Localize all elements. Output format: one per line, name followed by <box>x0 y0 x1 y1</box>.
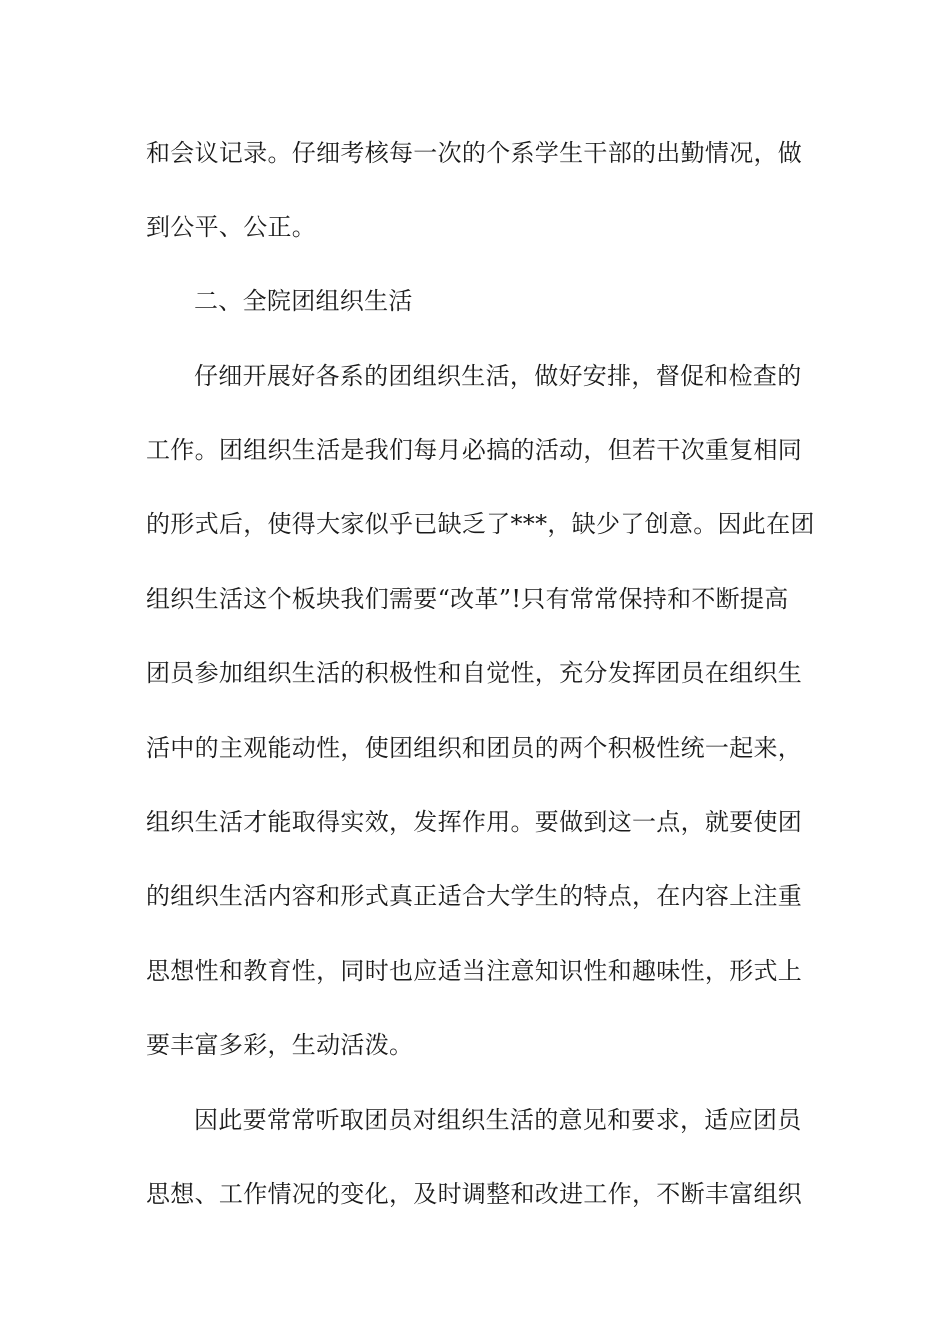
paragraph-line: 因此要常常听取团员对组织生活的意见和要求，适应团员 <box>194 1106 802 1134</box>
paragraph-line: 要丰富多彩，生动活泼。 <box>146 1031 414 1059</box>
paragraph-line: 工作。团组织生活是我们每月必搞的活动，但若干次重复相同 <box>146 436 803 464</box>
paragraph-line: 活中的主观能动性，使团组织和团员的两个积极性统一起来， <box>146 734 803 762</box>
paragraph-line: 的形式后，使得大家似乎已缺乏了***，缺少了创意。因此在团 <box>146 510 815 538</box>
paragraph-line: 组织生活这个板块我们需要“改革”!只有常常保持和不断提高 <box>146 585 789 613</box>
paragraph-line: 的组织生活内容和形式真正适合大学生的特点，在内容上注重 <box>146 882 803 910</box>
paragraph-line: 和会议记录。仔细考核每一次的个系学生干部的出勤情况，做 <box>146 139 803 167</box>
paragraph-line: 思想性和教育性，同时也应适当注意知识性和趣味性，形式上 <box>146 957 803 985</box>
section-heading: 二、全院团组织生活 <box>194 287 413 315</box>
paragraph-line: 到公平、公正。 <box>146 213 317 241</box>
paragraph-line: 团员参加组织生活的积极性和自觉性，充分发挥团员在组织生 <box>146 659 803 687</box>
paragraph-line: 组织生活才能取得实效，发挥作用。要做到这一点，就要使团 <box>146 808 803 836</box>
paragraph-line: 仔细开展好各系的团组织生活，做好安排，督促和检查的 <box>194 362 802 390</box>
paragraph-line: 思想、工作情况的变化，及时调整和改进工作，不断丰富组织 <box>146 1180 803 1208</box>
